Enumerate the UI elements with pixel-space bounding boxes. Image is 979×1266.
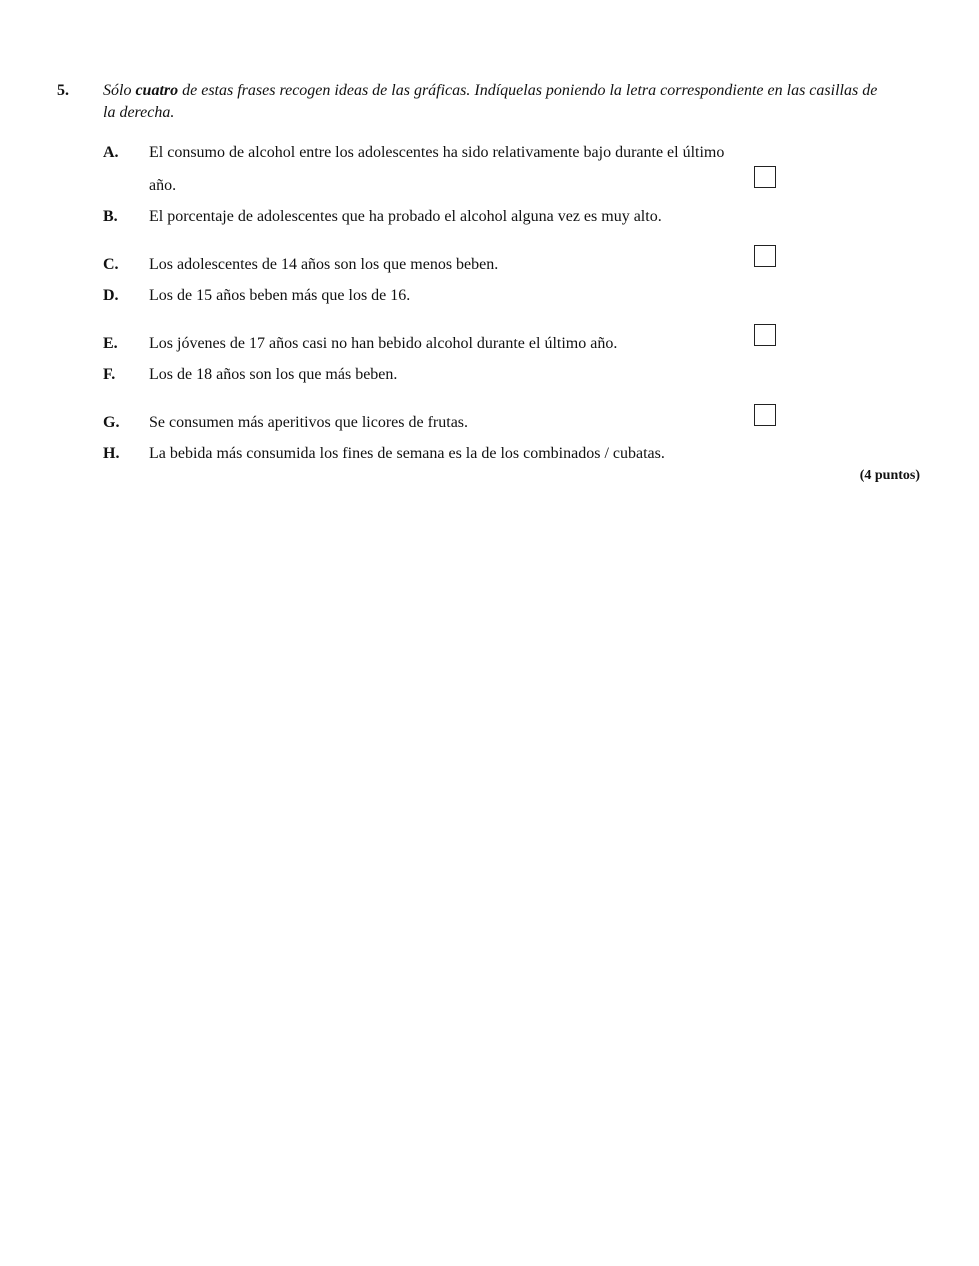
statement-text: Se consumen más aperitivos que licores de frutas. (149, 414, 469, 431)
statement-letter: H. (103, 445, 120, 462)
statement-text: Los de 15 años beben más que los de 16. (149, 287, 411, 304)
answer-box-2[interactable] (754, 245, 776, 267)
statement-text: El porcentaje de adolescentes que ha probado el alcohol alguna vez es muy alto. (149, 208, 662, 225)
statement-letter: F. (103, 366, 116, 383)
answer-box-1[interactable] (754, 166, 776, 188)
answer-box-4[interactable] (754, 404, 776, 426)
instruction-prefix: Sólo (103, 82, 136, 99)
statement-text: Los adolescentes de 14 años son los que menos beben. (149, 256, 499, 273)
instruction-emphasis: cuatro (135, 82, 179, 99)
statement-letter: G. (103, 414, 120, 431)
statement-text: Los de 18 años son los que más beben. (149, 366, 398, 383)
statement-text: El consumo de alcohol entre los adolescentes ha sido relativamente bajo durante el último año. (149, 144, 725, 194)
statement-letter: E. (103, 335, 118, 352)
question-instructions (103, 80, 883, 124)
statement-letter: A. (103, 144, 119, 161)
points-label: (4 puntos) (859, 468, 920, 483)
instruction-suffix: de estas frases recogen ideas de las gráficas. Indíquelas poniendo la letra correspondiente en las casillas de la derecha. (103, 82, 878, 121)
statement-text: Los jóvenes de 17 años casi no han bebido alcohol durante el último año. (149, 335, 618, 352)
answer-box-3[interactable] (754, 324, 776, 346)
statement-letter: C. (103, 256, 119, 273)
statement-letter: B. (103, 208, 118, 225)
statement-text: La bebida más consumida los fines de semana es la de los combinados / cubatas. (149, 445, 665, 462)
statement-letter: D. (103, 287, 119, 304)
question-number: 5. (57, 82, 69, 99)
